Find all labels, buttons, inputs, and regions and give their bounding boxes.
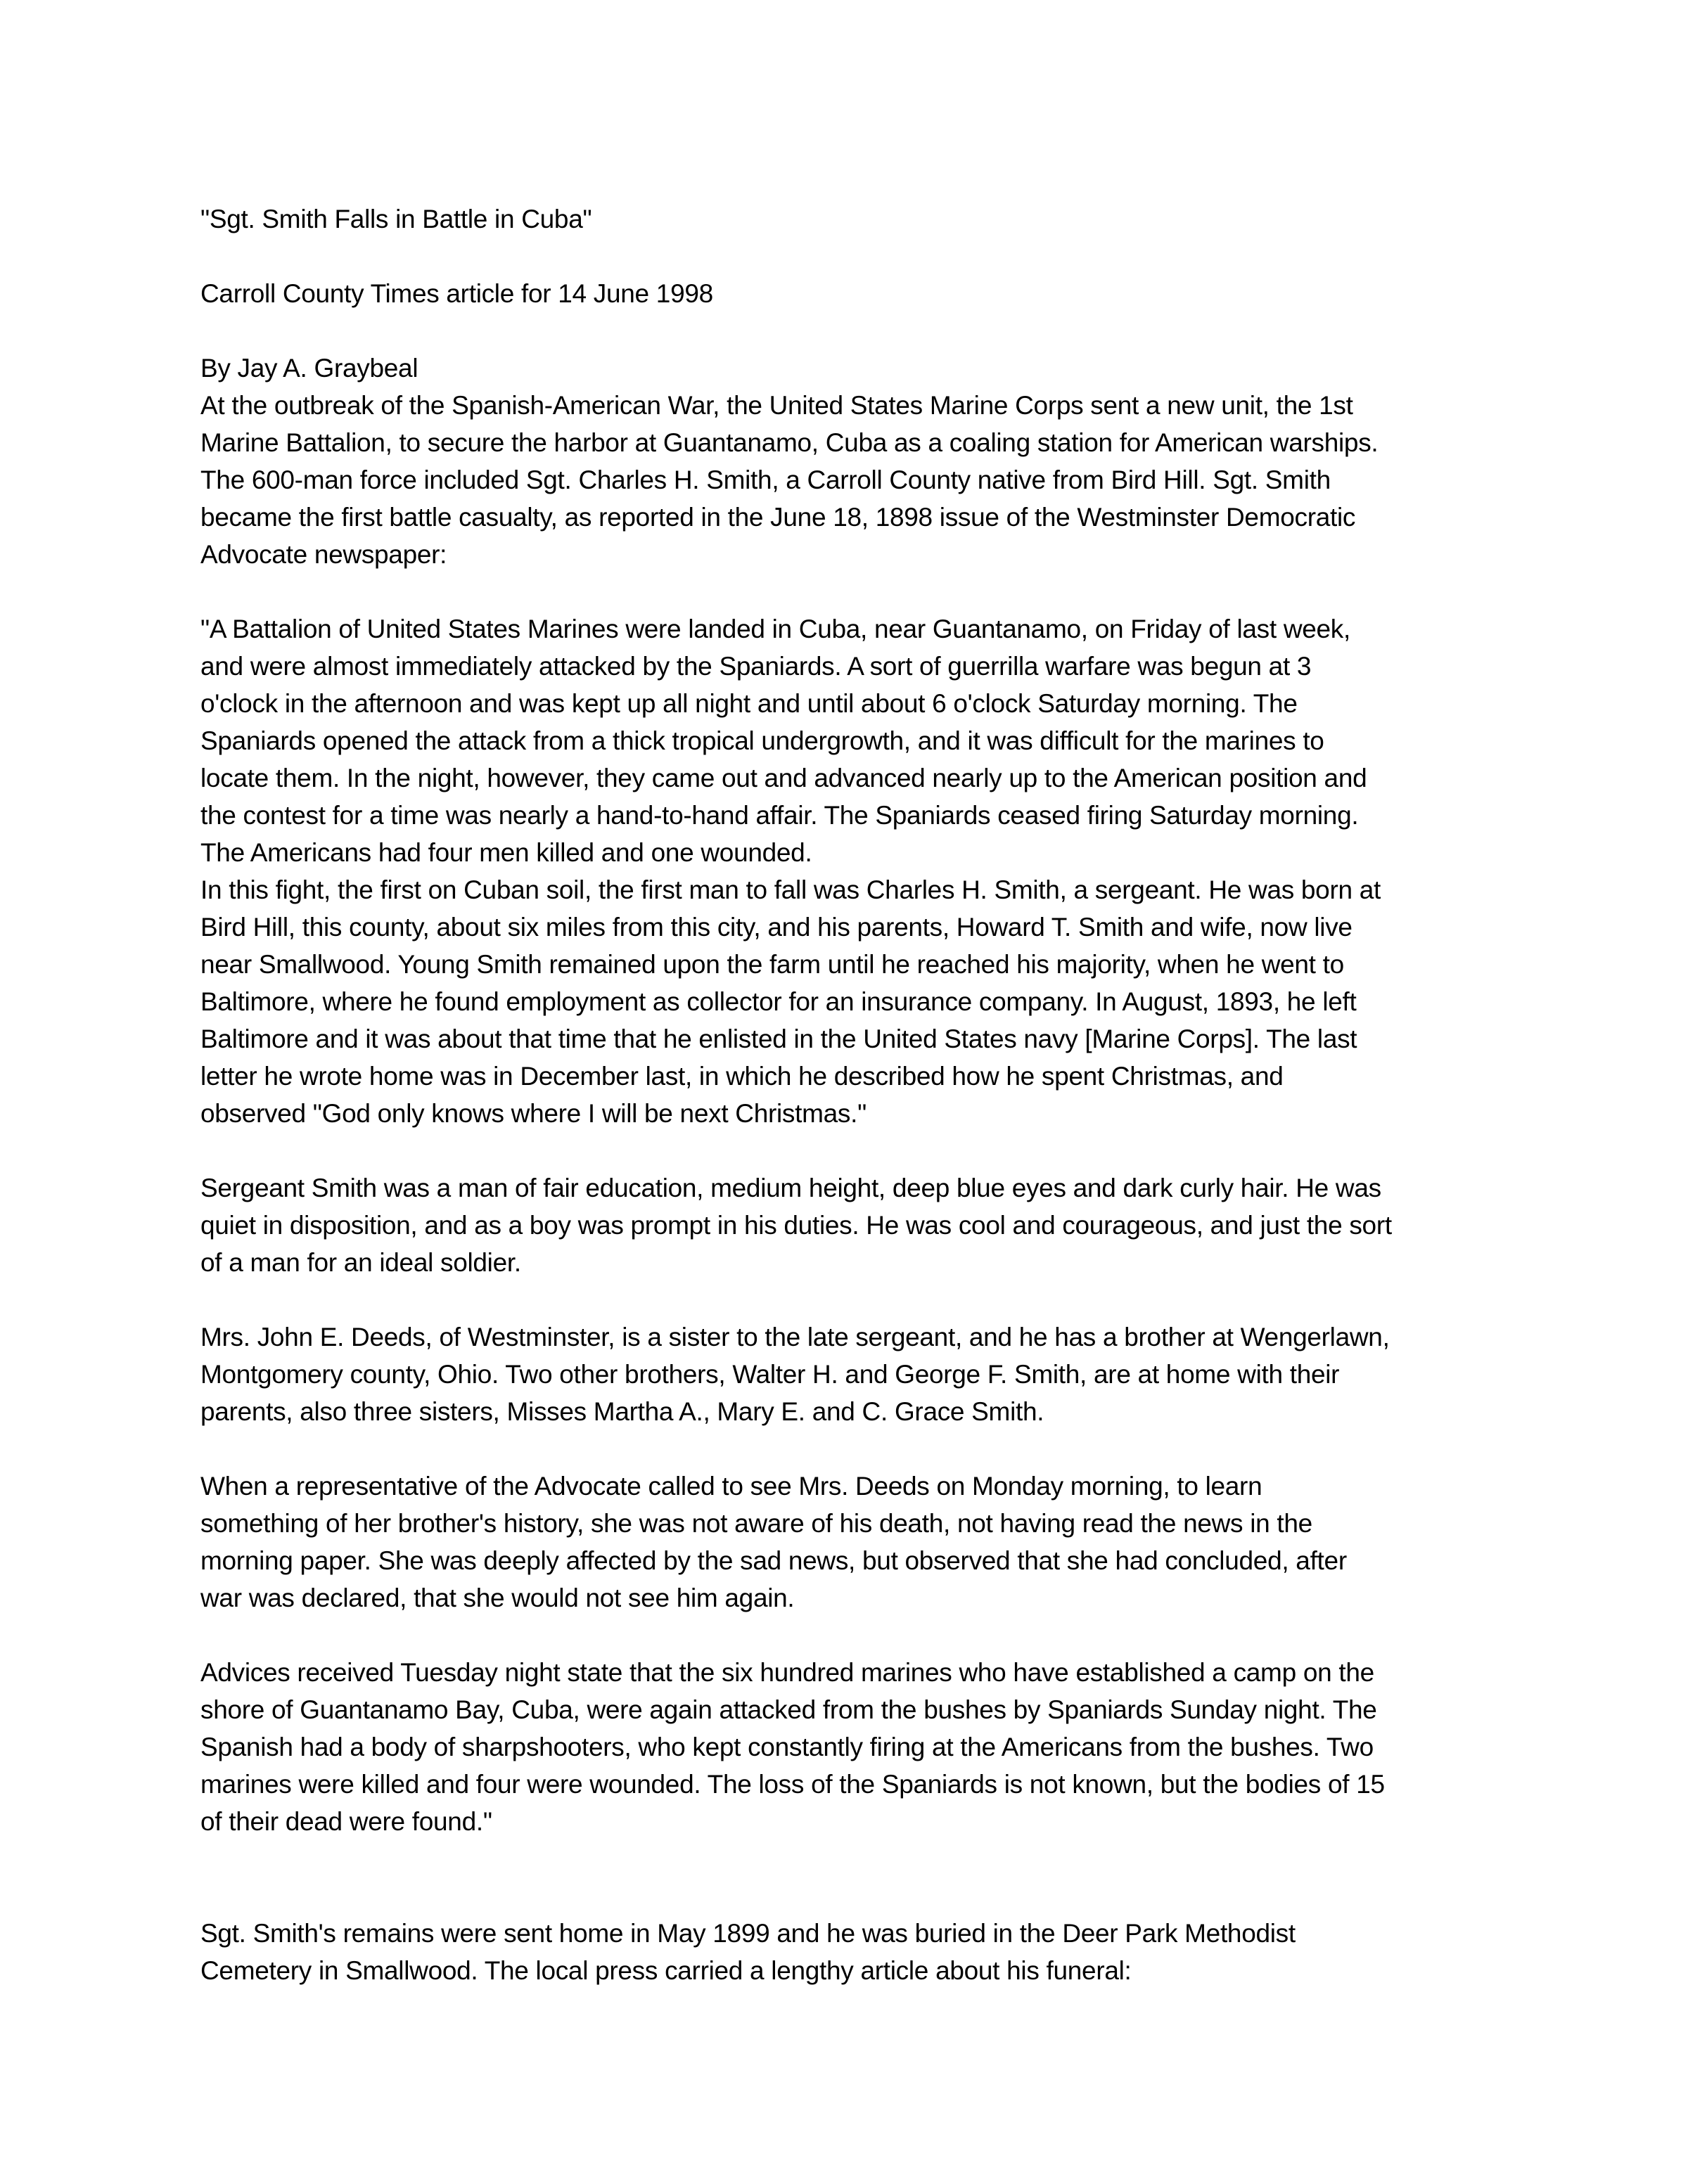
- text-line: Advices received Tuesday night state that the six hundred marines who have established a camp on the: [200, 1658, 1374, 1687]
- text-line: became the first battle casualty, as reported in the June 18, 1898 issue of the Westminster Democratic: [200, 503, 1356, 532]
- text-line: o'clock in the afternoon and was kept up all night and until about 6 o'clock Saturday morning. The: [200, 689, 1298, 718]
- text-line: of a man for an ideal soldier.: [200, 1248, 521, 1277]
- text-line: letter he wrote home was in December last, in which he described how he spent Christmas, and: [200, 1062, 1284, 1091]
- text-line: of their dead were found.": [200, 1807, 492, 1836]
- text-line: Spaniards opened the attack from a thick tropical undergrowth, and it was difficult for the marines to: [200, 726, 1324, 755]
- text-line: and were almost immediately attacked by the Spaniards. A sort of guerrilla warfare was begun at 3: [200, 652, 1312, 681]
- text-line: In this fight, the first on Cuban soil, the first man to fall was Charles H. Smith, a sergeant. He was born at: [200, 875, 1381, 904]
- text-line: Cemetery in Smallwood. The local press carried a lengthy article about his funeral:: [200, 1956, 1132, 1985]
- text-line: Baltimore, where he found employment as collector for an insurance company. In August, 1893, he left: [200, 987, 1357, 1016]
- text-line: Advocate newspaper:: [200, 540, 447, 569]
- text-line: Bird Hill, this county, about six miles from this city, and his parents, Howard T. Smith and wife, now live: [200, 913, 1353, 942]
- text-line: Sergeant Smith was a man of fair education, medium height, deep blue eyes and dark curly hair. He was: [200, 1174, 1381, 1202]
- text-line: war was declared, that she would not see him again.: [200, 1584, 795, 1612]
- quote-paragraph-advices: [200, 1654, 1509, 1840]
- text-line: marines were killed and four were wounded. The loss of the Spaniards is not known, but the bodies of 15: [200, 1770, 1385, 1799]
- text-line: "A Battalion of United States Marines were landed in Cuba, near Guantanamo, on Friday of last week,: [200, 615, 1350, 643]
- text-line: morning paper. She was deeply affected by the sad news, but observed that she had concluded, after: [200, 1546, 1347, 1575]
- text-line: something of her brother's history, she was not aware of his death, not having read the news in the: [200, 1509, 1312, 1538]
- text-line: The 600-man force included Sgt. Charles H. Smith, a Carroll County native from Bird Hill. Sgt. Smith: [200, 465, 1331, 494]
- intro-paragraph: [200, 349, 1509, 573]
- article-title: [200, 200, 1509, 238]
- text-line: At the outbreak of the Spanish-American War, the United States Marine Corps sent a new unit, the 1st: [200, 391, 1353, 420]
- text-line: The Americans had four men killed and one wounded.: [200, 838, 812, 867]
- closing-paragraph: [200, 1915, 1509, 1989]
- title-line: "Sgt. Smith Falls in Battle in Cuba": [200, 205, 592, 233]
- text-line: near Smallwood. Young Smith remained upon the farm until he reached his majority, when he went to: [200, 950, 1344, 979]
- text-line: Baltimore and it was about that time that he enlisted in the United States navy [Marine Corps]. The last: [200, 1024, 1357, 1053]
- quote-paragraph-family: [200, 1318, 1509, 1430]
- publication-line: Carroll County Times article for 14 June 1998: [200, 279, 713, 308]
- text-line: Marine Battalion, to secure the harbor at Guantanamo, Cuba as a coaling station for American warships.: [200, 428, 1379, 457]
- quote-paragraph-sister: [200, 1467, 1509, 1617]
- text-line: Montgomery county, Ohio. Two other brothers, Walter H. and George F. Smith, are at home with their: [200, 1360, 1340, 1389]
- text-line: parents, also three sisters, Misses Martha A., Mary E. and C. Grace Smith.: [200, 1397, 1044, 1426]
- text-line: When a representative of the Advocate called to see Mrs. Deeds on Monday morning, to learn: [200, 1472, 1262, 1501]
- text-line: Sgt. Smith's remains were sent home in May 1899 and he was buried in the Deer Park Methodist: [200, 1919, 1296, 1948]
- text-line: quiet in disposition, and as a boy was prompt in his duties. He was cool and courageous, and just the sort: [200, 1211, 1392, 1240]
- text-line: the contest for a time was nearly a hand-to-hand affair. The Spaniards ceased firing Saturday morning.: [200, 801, 1359, 830]
- text-line: observed "God only knows where I will be next Christmas.": [200, 1099, 867, 1128]
- text-line: Spanish had a body of sharpshooters, who kept constantly firing at the Americans from the bushes. Two: [200, 1733, 1374, 1761]
- text-line: shore of Guantanamo Bay, Cuba, were again attacked from the bushes by Spaniards Sunday night. The: [200, 1695, 1377, 1724]
- text-line: Mrs. John E. Deeds, of Westminster, is a sister to the late sergeant, and he has a brother at Wengerlawn,: [200, 1323, 1390, 1351]
- publication-info: [200, 275, 1509, 312]
- quote-paragraph-description: [200, 1169, 1509, 1281]
- quote-paragraph-battle: [200, 610, 1509, 1132]
- text-line: locate them. In the night, however, they came out and advanced nearly up to the American position and: [200, 764, 1367, 792]
- byline: By Jay A. Graybeal: [200, 354, 418, 383]
